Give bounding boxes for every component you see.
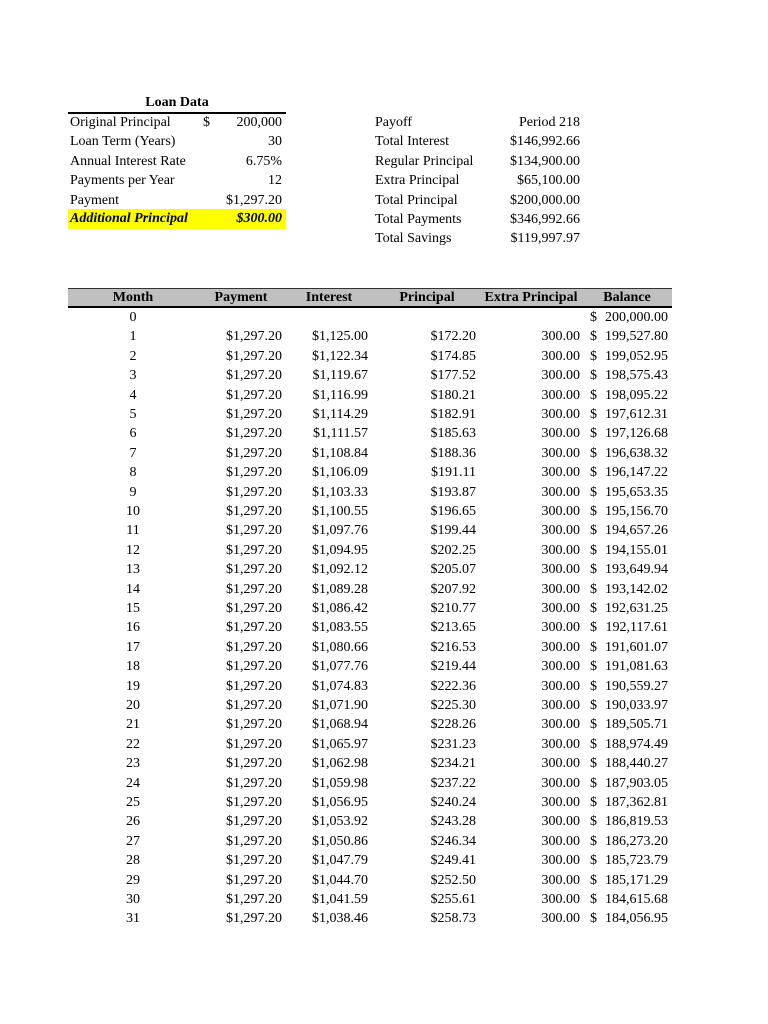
cell-month: 6: [129, 426, 137, 442]
cell-extra-principal: 300.00: [541, 736, 580, 752]
summary-value: $65,100.00: [517, 173, 580, 189]
balance-currency-symbol: $: [590, 736, 597, 752]
cell-payment: $1,297.20: [226, 562, 282, 578]
cell-balance: 199,527.80: [605, 329, 668, 345]
cell-principal: $258.73: [430, 911, 476, 927]
cell-principal: $237.22: [430, 775, 476, 791]
cell-balance: 189,505.71: [605, 717, 668, 733]
cell-payment: $1,297.20: [226, 368, 282, 384]
cell-principal: $246.34: [430, 833, 476, 849]
cell-principal: $174.85: [430, 348, 476, 364]
cell-payment: $1,297.20: [226, 698, 282, 713]
cell-extra-principal: 300.00: [541, 872, 580, 888]
loan-data-label: Annual Interest Rate: [70, 153, 186, 169]
cell-interest: $1,116.99: [312, 387, 368, 403]
cell-interest: $1,071.90: [312, 698, 368, 713]
cell-principal: $182.91: [430, 407, 476, 422]
cell-balance: 194,155.01: [605, 542, 668, 558]
balance-currency-symbol: $: [590, 833, 597, 849]
cell-extra-principal: 300.00: [541, 892, 580, 907]
cell-balance: 198,575.43: [605, 368, 668, 384]
cell-extra-principal: 300.00: [541, 407, 580, 422]
cell-interest: $1,089.28: [312, 581, 368, 597]
cell-month: 2: [129, 348, 137, 364]
loan-data-value[interactable]: 6.75%: [245, 153, 282, 169]
cell-balance: 196,638.32: [605, 445, 668, 461]
balance-currency-symbol: $: [590, 484, 597, 500]
cell-interest: $1,106.09: [312, 465, 368, 481]
cell-month: 26: [126, 814, 140, 830]
cell-month: 16: [126, 620, 140, 636]
balance-currency-symbol: $: [590, 523, 597, 539]
cell-interest: $1,097.76: [312, 523, 368, 539]
cell-interest: $1,062.98: [312, 756, 368, 772]
cell-month: 0: [129, 310, 137, 325]
balance-currency-symbol: $: [590, 639, 597, 655]
cell-interest: $1,056.95: [312, 795, 368, 810]
cell-month: 24: [126, 775, 140, 791]
cell-extra-principal: 300.00: [541, 795, 580, 810]
cell-payment: $1,297.20: [226, 853, 282, 869]
balance-currency-symbol: $: [590, 562, 597, 578]
cell-principal: $207.92: [430, 581, 476, 597]
summary-label: Total Payments: [375, 212, 462, 227]
cell-balance: 184,056.95: [605, 911, 668, 927]
cell-principal: $193.87: [430, 484, 476, 500]
cell-payment: $1,297.20: [226, 795, 282, 810]
cell-month: 13: [126, 562, 140, 578]
cell-balance: 187,362.81: [605, 795, 668, 810]
cell-balance: 184,615.68: [605, 892, 668, 907]
cell-payment: $1,297.20: [226, 717, 282, 733]
cell-month: 22: [126, 736, 140, 752]
cell-balance: 193,649.94: [605, 562, 668, 578]
cell-extra-principal: 300.00: [541, 717, 580, 733]
cell-interest: $1,092.12: [312, 562, 368, 578]
cell-payment: $1,297.20: [226, 329, 282, 345]
cell-payment: $1,297.20: [226, 504, 282, 519]
cell-extra-principal: 300.00: [541, 581, 580, 597]
summary-label: Extra Principal: [375, 173, 460, 189]
loan-data-label: Payments per Year: [70, 173, 175, 189]
cell-principal: $202.25: [430, 542, 476, 558]
balance-currency-symbol: $: [590, 601, 597, 616]
cell-month: 20: [126, 698, 140, 713]
balance-currency-symbol: $: [590, 348, 597, 364]
cell-month: 17: [126, 639, 140, 655]
cell-payment: $1,297.20: [226, 639, 282, 655]
loan-data-value[interactable]: 200,000: [236, 115, 282, 130]
cell-principal: $255.61: [430, 892, 476, 907]
cell-month: 8: [129, 465, 137, 481]
cell-principal: $249.41: [430, 853, 476, 869]
cell-balance: 194,657.26: [605, 523, 668, 539]
cell-interest: $1,065.97: [312, 736, 368, 752]
loan-data-title: Loan Data: [145, 95, 209, 110]
cell-extra-principal: 300.00: [541, 329, 580, 345]
cell-principal: $219.44: [430, 659, 476, 675]
cell-month: 3: [129, 368, 137, 384]
cell-interest: $1,111.57: [313, 426, 368, 442]
balance-currency-symbol: $: [590, 853, 597, 869]
summary-label: Total Interest: [375, 134, 450, 150]
cell-payment: $1,297.20: [226, 678, 282, 694]
cell-interest: $1,083.55: [312, 620, 368, 636]
cell-month: 15: [126, 601, 140, 616]
cell-extra-principal: 300.00: [541, 426, 580, 442]
cell-payment: $1,297.20: [226, 814, 282, 830]
cell-payment: $1,297.20: [226, 348, 282, 364]
balance-currency-symbol: $: [590, 872, 597, 888]
cell-interest: $1,114.29: [312, 407, 368, 422]
cell-month: 11: [126, 523, 140, 539]
cell-extra-principal: 300.00: [541, 387, 580, 403]
cell-extra-principal: 300.00: [541, 775, 580, 791]
cell-interest: $1,103.33: [312, 484, 368, 500]
cell-month: 5: [129, 407, 137, 422]
cell-interest: $1,068.94: [312, 717, 368, 733]
cell-extra-principal: 300.00: [541, 911, 580, 927]
cell-payment: $1,297.20: [226, 387, 282, 403]
cell-principal: $177.52: [430, 368, 476, 384]
balance-currency-symbol: $: [590, 465, 597, 481]
balance-currency-symbol: $: [590, 775, 597, 791]
cell-month: 7: [129, 445, 137, 461]
cell-principal: $213.65: [430, 620, 476, 636]
cell-payment: $1,297.20: [226, 756, 282, 772]
cell-balance: 196,147.22: [605, 465, 668, 481]
cell-payment: $1,297.20: [226, 445, 282, 461]
cell-extra-principal: 300.00: [541, 542, 580, 558]
cell-balance: 186,273.20: [605, 833, 668, 849]
cell-month: 25: [126, 795, 140, 810]
balance-currency-symbol: $: [590, 581, 597, 597]
cell-extra-principal: 300.00: [541, 833, 580, 849]
balance-currency-symbol: $: [590, 310, 597, 325]
loan-data-label: Loan Term (Years): [70, 134, 176, 150]
cell-month: 19: [126, 678, 140, 694]
column-header-interest[interactable]: Interest: [305, 290, 353, 305]
balance-currency-symbol: $: [590, 659, 597, 675]
balance-currency-symbol: $: [590, 329, 597, 345]
cell-balance: 192,631.25: [605, 601, 668, 616]
summary-label: Regular Principal: [375, 153, 474, 169]
cell-balance: 193,142.02: [605, 581, 668, 597]
cell-payment: $1,297.20: [226, 872, 282, 888]
cell-principal: $243.28: [430, 814, 476, 830]
cell-interest: $1,044.70: [312, 872, 368, 888]
cell-interest: $1,041.59: [312, 892, 368, 907]
cell-principal: $210.77: [430, 601, 476, 616]
cell-balance: 195,653.35: [605, 484, 668, 500]
loan-data-currency-symbol: $: [203, 115, 210, 130]
balance-currency-symbol: $: [590, 814, 597, 830]
cell-payment: $1,297.20: [226, 736, 282, 752]
cell-interest: $1,119.67: [312, 368, 368, 384]
cell-extra-principal: 300.00: [541, 562, 580, 578]
cell-balance: 200,000.00: [605, 310, 668, 325]
summary-value: $200,000.00: [510, 192, 580, 208]
cell-interest: $1,053.92: [312, 814, 368, 830]
cell-extra-principal: 300.00: [541, 601, 580, 616]
cell-interest: $1,074.83: [312, 678, 368, 694]
loan-data-label: Original Principal: [70, 115, 171, 130]
cell-balance: 195,156.70: [605, 504, 668, 519]
cell-balance: 199,052.95: [605, 348, 668, 364]
cell-balance: 186,819.53: [605, 814, 668, 830]
additional-principal-value[interactable]: $300.00: [236, 211, 282, 226]
cell-balance: 185,723.79: [605, 853, 668, 869]
balance-currency-symbol: $: [590, 368, 597, 384]
cell-balance: 191,601.07: [605, 639, 668, 655]
cell-payment: $1,297.20: [226, 620, 282, 636]
cell-extra-principal: 300.00: [541, 523, 580, 539]
cell-interest: $1,038.46: [312, 911, 368, 927]
cell-payment: $1,297.20: [226, 833, 282, 849]
cell-interest: $1,094.95: [312, 542, 368, 558]
cell-balance: 187,903.05: [605, 775, 668, 791]
cell-extra-principal: 300.00: [541, 814, 580, 830]
column-header-payment[interactable]: Payment: [214, 290, 268, 305]
cell-month: 10: [126, 504, 140, 519]
cell-principal: $199.44: [430, 523, 476, 539]
cell-principal: $172.20: [430, 329, 476, 345]
balance-currency-symbol: $: [590, 407, 597, 422]
cell-interest: $1,077.76: [312, 659, 368, 675]
cell-principal: $231.23: [430, 736, 476, 752]
cell-month: 29: [126, 872, 140, 888]
cell-principal: $185.63: [430, 426, 476, 442]
cell-month: 31: [126, 911, 140, 927]
cell-month: 9: [129, 484, 137, 500]
cell-month: 18: [126, 659, 140, 675]
cell-payment: $1,297.20: [226, 775, 282, 791]
cell-principal: $234.21: [430, 756, 476, 772]
cell-extra-principal: 300.00: [541, 756, 580, 772]
cell-balance: 197,612.31: [605, 407, 668, 422]
cell-month: 12: [126, 542, 140, 558]
summary-value: $119,997.97: [510, 231, 580, 247]
cell-extra-principal: 300.00: [541, 678, 580, 694]
cell-balance: 192,117.61: [605, 620, 668, 636]
cell-interest: $1,108.84: [312, 445, 368, 461]
cell-balance: 191,081.63: [605, 659, 668, 675]
balance-currency-symbol: $: [590, 892, 597, 907]
cell-principal: $188.36: [430, 445, 476, 461]
cell-month: 28: [126, 853, 140, 869]
loan-data-value[interactable]: 12: [268, 173, 282, 189]
loan-data-value[interactable]: 30: [268, 134, 282, 150]
column-header-principal[interactable]: Principal: [399, 290, 455, 305]
column-header-extra-principal[interactable]: Extra Principal: [484, 290, 578, 305]
cell-payment: $1,297.20: [226, 407, 282, 422]
balance-currency-symbol: $: [590, 911, 597, 927]
balance-currency-symbol: $: [590, 426, 597, 442]
cell-principal: $205.07: [430, 562, 476, 578]
loan-data-label: Payment: [70, 192, 119, 208]
summary-value: $146,992.66: [510, 134, 580, 150]
balance-currency-symbol: $: [590, 504, 597, 519]
loan-data-value[interactable]: $1,297.20: [226, 192, 282, 208]
cell-extra-principal: 300.00: [541, 465, 580, 481]
cell-payment: $1,297.20: [226, 542, 282, 558]
cell-interest: $1,047.79: [312, 853, 368, 869]
cell-balance: 190,033.97: [605, 698, 668, 713]
cell-extra-principal: 300.00: [541, 348, 580, 364]
cell-principal: $228.26: [430, 717, 476, 733]
cell-interest: $1,086.42: [312, 601, 368, 616]
summary-label: Payoff: [375, 115, 413, 130]
cell-month: 4: [129, 387, 137, 403]
cell-balance: 198,095.22: [605, 387, 668, 403]
cell-extra-principal: 300.00: [541, 504, 580, 519]
cell-principal: $240.24: [430, 795, 476, 810]
cell-extra-principal: 300.00: [541, 853, 580, 869]
balance-currency-symbol: $: [590, 795, 597, 810]
cell-extra-principal: 300.00: [541, 698, 580, 713]
cell-extra-principal: 300.00: [541, 445, 580, 461]
cell-principal: $180.21: [430, 387, 476, 403]
summary-label: Total Savings: [375, 231, 452, 247]
cell-extra-principal: 300.00: [541, 639, 580, 655]
cell-balance: 188,974.49: [605, 736, 668, 752]
cell-extra-principal: 300.00: [541, 484, 580, 500]
balance-currency-symbol: $: [590, 678, 597, 694]
cell-principal: $196.65: [430, 504, 476, 519]
cell-extra-principal: 300.00: [541, 659, 580, 675]
balance-currency-symbol: $: [590, 445, 597, 461]
balance-currency-symbol: $: [590, 698, 597, 713]
cell-interest: $1,050.86: [312, 833, 368, 849]
cell-balance: 197,126.68: [605, 426, 668, 442]
cell-interest: $1,125.00: [312, 329, 368, 345]
cell-month: 21: [126, 717, 140, 733]
balance-currency-symbol: $: [590, 542, 597, 558]
cell-month: 1: [129, 329, 137, 345]
additional-principal-label[interactable]: Additional Principal: [70, 211, 188, 226]
cell-principal: $225.30: [430, 698, 476, 713]
cell-payment: $1,297.20: [226, 426, 282, 442]
cell-month: 30: [126, 892, 140, 907]
column-header-month[interactable]: Month: [112, 290, 154, 305]
cell-payment: $1,297.20: [226, 581, 282, 597]
column-header-balance[interactable]: Balance: [603, 290, 651, 305]
cell-payment: $1,297.20: [226, 892, 282, 907]
cell-principal: $252.50: [430, 872, 476, 888]
balance-currency-symbol: $: [590, 620, 597, 636]
cell-payment: $1,297.20: [226, 601, 282, 616]
cell-balance: 188,440.27: [605, 756, 668, 772]
cell-month: 14: [126, 581, 140, 597]
cell-principal: $216.53: [430, 639, 476, 655]
balance-currency-symbol: $: [590, 387, 597, 403]
summary-value: Period 218: [518, 115, 580, 130]
cell-payment: $1,297.20: [226, 484, 282, 500]
balance-currency-symbol: $: [590, 756, 597, 772]
cell-principal: $222.36: [430, 678, 476, 694]
cell-interest: $1,122.34: [312, 348, 368, 364]
balance-currency-symbol: $: [590, 717, 597, 733]
cell-interest: $1,080.66: [312, 639, 368, 655]
cell-month: 27: [126, 833, 140, 849]
summary-value: $134,900.00: [510, 153, 580, 169]
summary-label: Total Principal: [375, 192, 458, 208]
cell-principal: $191.11: [431, 465, 476, 481]
cell-extra-principal: 300.00: [541, 368, 580, 384]
cell-balance: 190,559.27: [605, 678, 668, 694]
summary-value: $346,992.66: [510, 212, 580, 227]
cell-month: 23: [126, 756, 140, 772]
cell-payment: $1,297.20: [226, 659, 282, 675]
cell-payment: $1,297.20: [226, 523, 282, 539]
cell-balance: 185,171.29: [605, 872, 668, 888]
cell-interest: $1,059.98: [312, 775, 368, 791]
cell-interest: $1,100.55: [312, 504, 368, 519]
cell-extra-principal: 300.00: [541, 620, 580, 636]
cell-payment: $1,297.20: [226, 911, 282, 927]
cell-payment: $1,297.20: [226, 465, 282, 481]
